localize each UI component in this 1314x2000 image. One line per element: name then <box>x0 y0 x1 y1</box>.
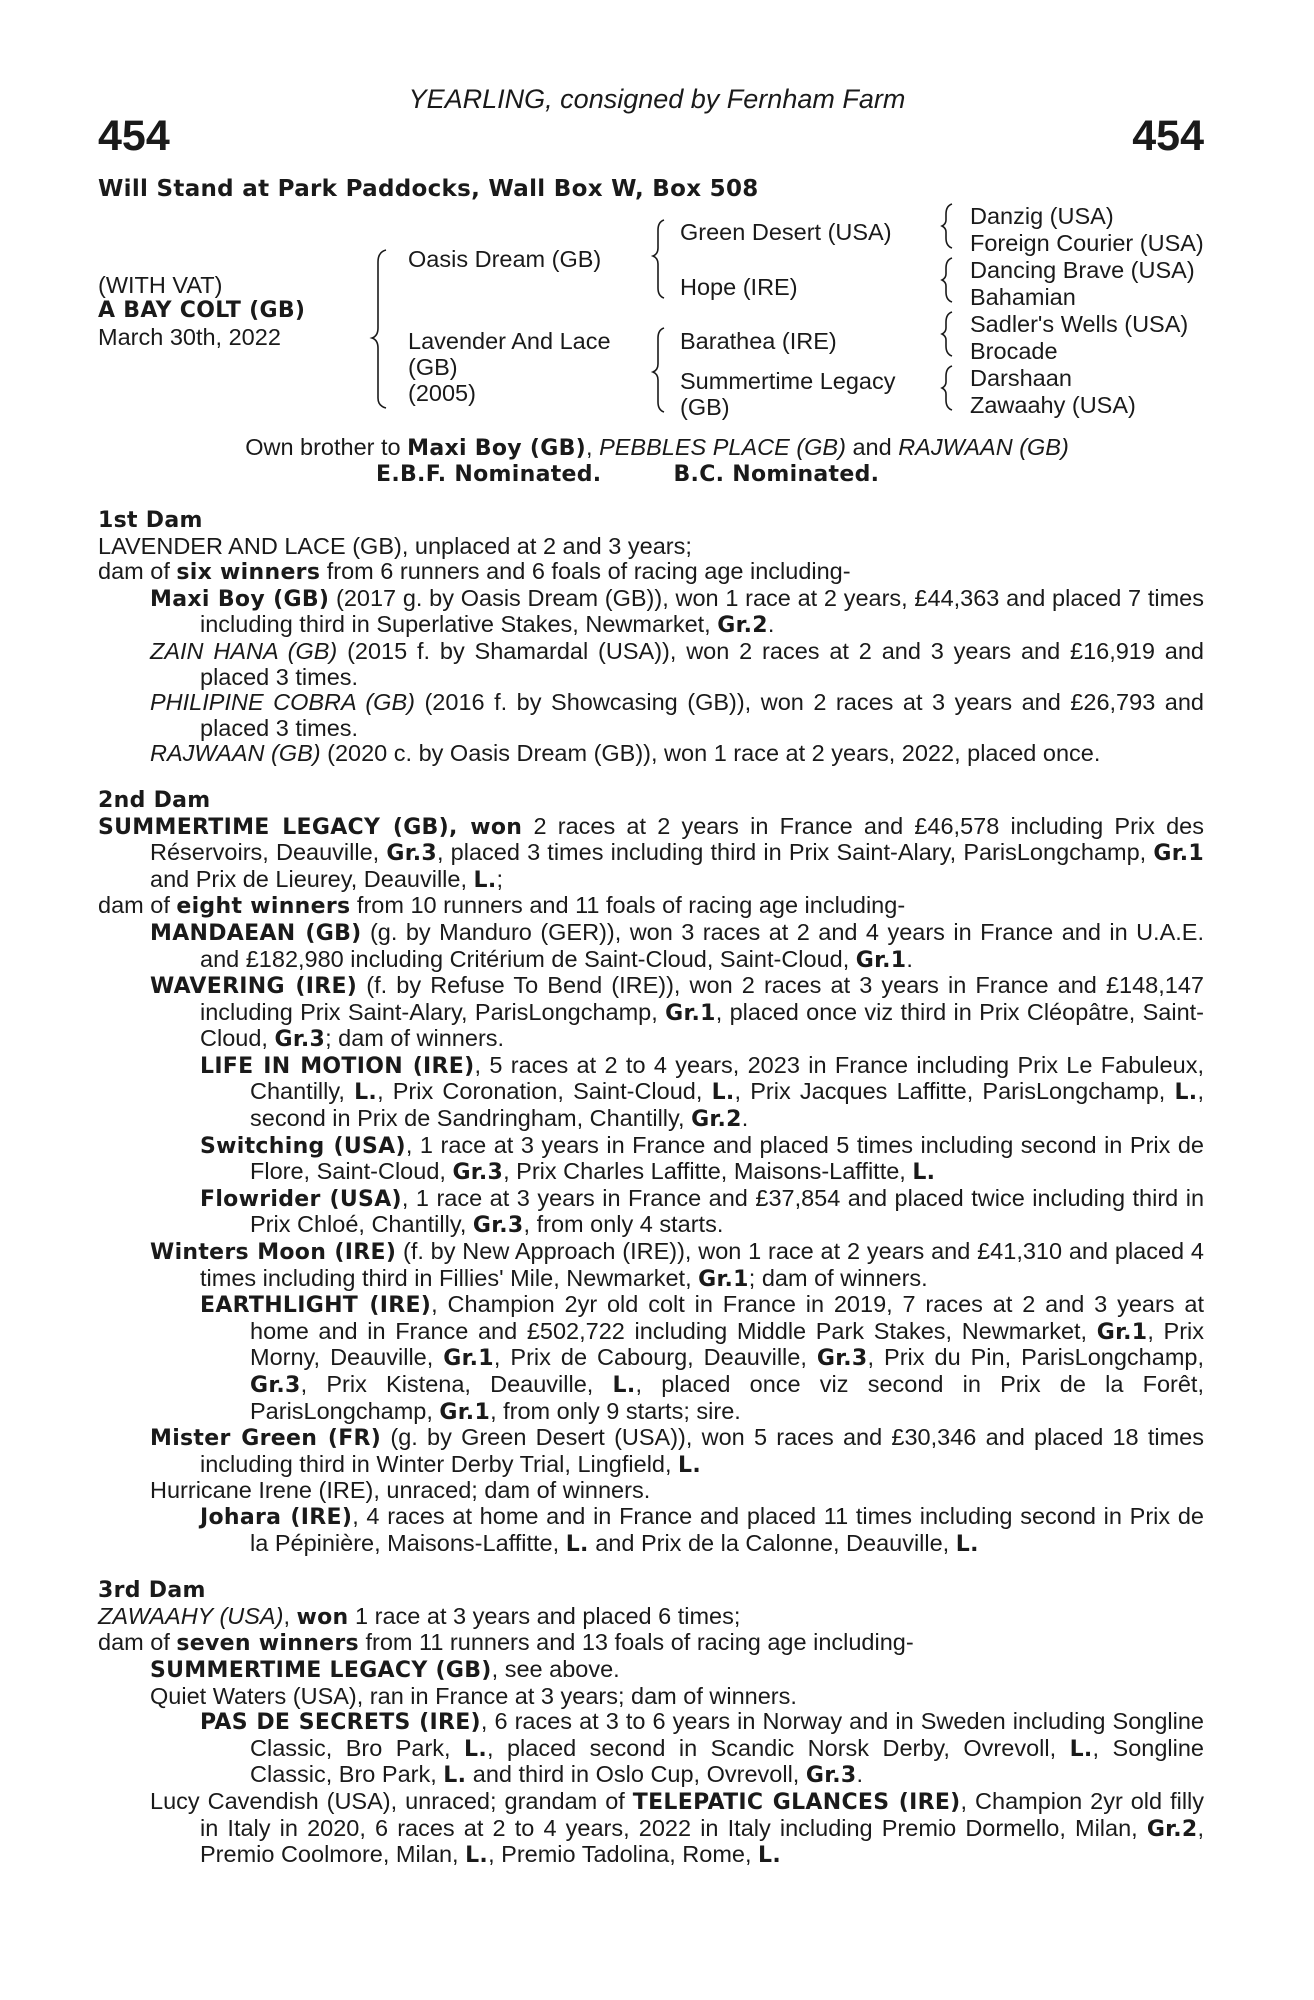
consignment-header: YEARLING, consigned by Fernham Farm <box>408 84 906 114</box>
second-dam-produce-entry: Winters Moon (IRE) (f. by New Approach (IRE)), won 1 race at 2 years and £41,310 and placed 4 times including third in Fillies' Mile, Newmarket, Gr.1; dam of winners. <box>150 1238 1205 1292</box>
pedigree-sds: Dancing Brave (USA) <box>970 257 1195 283</box>
pedigree-sd: Hope (IRE) <box>680 274 798 300</box>
first-dam-produce-entry: PHILIPINE COBRA (GB) (2016 f. by Showcasing (GB)), won 2 races at 3 years and £26,793 and placed 3 times. <box>150 689 1204 741</box>
stand-location: Will Stand at Park Paddocks, Wall Box W, Box 508 <box>98 176 759 202</box>
grandproduce-entry: Flowrider (USA), 1 race at 3 years in France and £37,854 and placed twice including third in Prix Chloé, Chantilly, Gr.3, from only 4 starts. <box>200 1184 1205 1239</box>
grandproduce-entry: EARTHLIGHT (IRE), Champion 2yr old colt in France in 2019, 7 races at 2 and 3 years at home and in France and £502,722 including Middle Park Stakes, Newmarket, Gr.1, Prix Morny, Deauville, Gr.1, Prix de Cabourg, Deauville, Gr.3, Prix du Pin, ParisLongchamp, Gr.3, Prix Kistena, Deauville, L., placed once viz second in Prix de la Forêt, ParisLongchamp, Gr.1, from only 9 starts; sire. <box>200 1291 1204 1425</box>
pedigree-dsd: Brocade <box>970 338 1058 364</box>
second-dam-produce-summary: dam of eight winners from 10 runners and 11 foals of racing age including- <box>98 892 906 920</box>
pedigree-ds: Barathea (IRE) <box>680 328 837 354</box>
pedigree-ssd: Foreign Courier (USA) <box>970 230 1204 256</box>
pedigree-dds: Darshaan <box>970 365 1072 391</box>
grandproduce-entry: LIFE IN MOTION (IRE), 5 races at 2 to 4 years, 2023 in France including Prix Le Fabuleux, Chantilly, L., Prix Coronation, Saint-Cloud, L., Prix Jacques Laffitte, ParisLongchamp, L., second in Prix de Sandringham, Chantilly, Gr.2. <box>200 1051 1204 1133</box>
horse-dob: March 30th, 2022 <box>98 324 281 350</box>
grandproduce-entry: Switching (USA), 1 race at 3 years in France and placed 5 times including second in Prix de Flore, Saint-Cloud, Gr.3, Prix Charles Laffitte, Maisons-Laffitte, L. <box>200 1131 1204 1186</box>
third-dam-produce-entry: Lucy Cavendish (USA), unraced; grandam of TELEPATIC GLANCES (IRE), Champion 2yr old filly in Italy in 2020, 6 races at 2 to 4 years, 2022 in Italy including Premio Dormello, Milan, Gr.2, Premio Coolmore, Milan, L., Premio Tadolina, Rome, L. <box>150 1787 1205 1869</box>
lot-number-right: 454 <box>1132 112 1204 160</box>
second-dam-produce-entry: MANDAEAN (GB) (g. by Manduro (GER)), won 3 races at 2 and 4 years in France and in U.A.E. and £182,980 including Critérium de Saint-Cloud, Saint-Cloud, Gr.1. <box>150 918 1204 973</box>
first-dam-produce-summary: dam of six winners from 6 runners and 6 foals of racing age including- <box>98 558 851 586</box>
lot-number-left: 454 <box>98 112 170 160</box>
first-dam-produce-entry: ZAIN HANA (GB) (2015 f. by Shamardal (USA)), won 2 races at 2 and 3 years and £16,919 and placed 3 times. <box>150 637 1204 690</box>
third-dam-record: ZAWAAHY (USA), won 1 race at 3 years and placed 6 times; <box>98 1602 741 1630</box>
horse-name: A BAY COLT (GB) <box>98 298 306 323</box>
pedigree-dd-line2: (GB) <box>680 394 730 420</box>
second-dam-heading: 2nd Dam <box>98 787 211 813</box>
first-dam-intro: LAVENDER AND LACE (GB), unplaced at 2 and 3 years; <box>98 532 692 559</box>
second-dam-record: SUMMERTIME LEGACY (GB), won 2 races at 2 years in France and £46,578 including Prix des Réservoirs, Deauville, Gr.3, placed 3 times including third in Prix Saint-Alary, ParisLongchamp, Gr.1 and Prix de Lieurey, Deauville, L.; <box>98 812 1204 893</box>
pedigree-sire: Oasis Dream (GB) <box>408 246 602 272</box>
second-dam-produce-entry: WAVERING (IRE) (f. by Refuse To Bend (IRE)), won 2 races at 3 years in France and £148,147 including Prix Saint-Alary, ParisLongchamp, Gr.1, placed once viz third in Prix Cléopâtre, Saint-Cloud, Gr.3; dam of winners. <box>150 972 1204 1053</box>
nominations <box>376 460 879 487</box>
grandproduce-entry: PAS DE SECRETS (IRE), 6 races at 3 to 6 years in Norway and in Sweden including Songline Classic, Bro Park, L., placed second in Scandic Norsk Derby, Ovrevoll, L., Songline Classic, Bro Park, L. and third in Oslo Cup, Ovrevoll, Gr.3. <box>200 1708 1204 1789</box>
third-dam-produce-entry: Quiet Waters (USA), ran in France at 3 years; dam of winners. <box>150 1682 797 1709</box>
pedigree-dd-line1: Summertime Legacy <box>680 368 896 394</box>
pedigree-sss: Danzig (USA) <box>970 203 1114 229</box>
pedigree-ddd: Zawaahy (USA) <box>970 392 1136 418</box>
catalogue-body <box>98 508 1204 1869</box>
ebf-nominated: E.B.F. Nominated. <box>376 462 602 487</box>
pedigree-ss: Green Desert (USA) <box>680 219 892 245</box>
bc-nominated: B.C. Nominated. <box>673 462 880 487</box>
pedigree-dam-line3: (2005) <box>408 380 476 406</box>
third-dam-heading: 3rd Dam <box>98 1578 206 1604</box>
pedigree-brackets <box>0 0 1314 440</box>
second-dam-produce-entry: Mister Green (FR) (g. by Green Desert (USA)), won 5 races and £30,346 and placed 18 times including third in Winter Derby Trial, Lingfield, L. <box>150 1424 1205 1478</box>
third-dam-produce-entry: SUMMERTIME LEGACY (GB), see above. <box>150 1655 620 1683</box>
pedigree-sdd: Bahamian <box>970 284 1076 310</box>
pedigree-dam-line1: Lavender And Lace <box>408 328 611 354</box>
first-dam-heading: 1st Dam <box>98 508 203 533</box>
vat-note: (WITH VAT) <box>98 272 223 298</box>
third-dam-produce-summary: dam of seven winners from 11 runners and 13 foals of racing age including- <box>98 1629 914 1657</box>
own-brother-line: Own brother to Maxi Boy (GB), PEBBLES PLACE (GB) and RAJWAAN (GB) <box>245 434 1069 461</box>
first-dam-produce-entry: RAJWAAN (GB) (2020 c. by Oasis Dream (GB)), won 1 race at 2 years, 2022, placed once. <box>150 740 1101 767</box>
pedigree-dam-line2: (GB) <box>408 354 458 380</box>
first-dam-produce-entry: Maxi Boy (GB) (2017 g. by Oasis Dream (GB)), won 1 race at 2 years, £44,363 and placed 7 times including third in Superlative Stakes, Newmarket, Gr.2. <box>150 584 1204 639</box>
grandproduce-entry: Johara (IRE), 4 races at home and in France and placed 11 times including second in Prix de la Pépinière, Maisons-Laffitte, L. and Prix de la Calonne, Deauville, L. <box>200 1502 1204 1557</box>
pedigree-dss: Sadler's Wells (USA) <box>970 311 1189 337</box>
second-dam-produce-entry: Hurricane Irene (IRE), unraced; dam of winners. <box>150 1477 651 1504</box>
